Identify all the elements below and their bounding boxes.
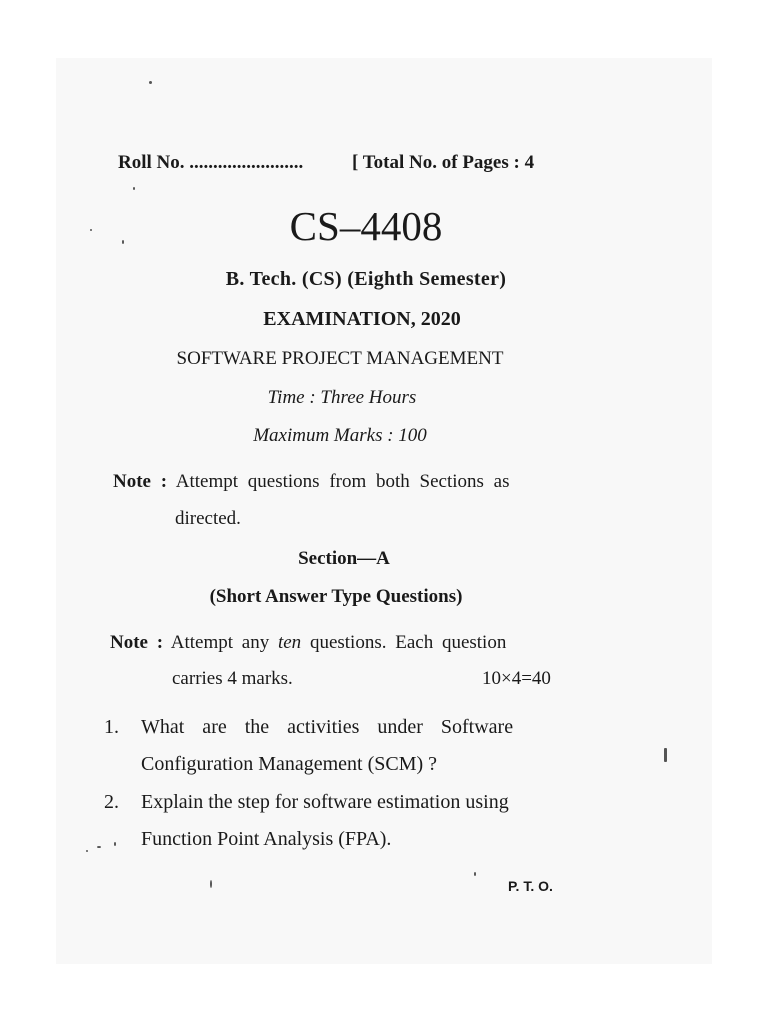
question-text-line2: Function Point Analysis (FPA).	[141, 828, 392, 850]
note-text-part1: Attempt any	[170, 632, 270, 653]
question-text-line1: Explain the step for software estimation using	[141, 791, 509, 813]
section-subtitle: (Short Answer Type Questions)	[209, 586, 463, 607]
scan-speck	[210, 880, 212, 888]
scan-speck	[664, 748, 667, 762]
note-label: Note :	[113, 471, 168, 492]
total-pages-label: [ Total No. of Pages : 4	[352, 152, 535, 173]
general-note	[113, 471, 510, 493]
note-text-line1: Attempt questions from both Sections as	[175, 471, 510, 492]
note-marks-line: carries 4 marks.	[172, 668, 293, 689]
roll-number-field: Roll No. ........................	[118, 152, 304, 173]
scan-speck	[474, 872, 476, 876]
exam-duration: Time : Three Hours	[267, 387, 417, 408]
scan-speck	[114, 842, 116, 846]
note-label: Note :	[110, 632, 164, 653]
scan-speck	[86, 850, 88, 852]
paper-code: CS–4408	[289, 203, 443, 249]
note-emphasis: ten	[277, 632, 302, 653]
question-number: 1.	[104, 716, 119, 738]
note-text-line2: directed.	[175, 508, 241, 529]
question-text-line2: Configuration Management (SCM) ?	[141, 753, 438, 775]
section-title: Section—A	[298, 548, 390, 569]
subject-title: SOFTWARE PROJECT MANAGEMENT	[176, 348, 504, 369]
exam-title: EXAMINATION, 2020	[263, 308, 461, 330]
course-title: B. Tech. (CS) (Eighth Semester)	[225, 268, 507, 290]
scan-speck	[149, 81, 152, 84]
maximum-marks: Maximum Marks : 100	[253, 425, 427, 446]
scan-speck	[97, 846, 101, 848]
please-turn-over: P. T. O.	[508, 878, 553, 894]
scan-speck	[133, 187, 135, 190]
section-note	[110, 632, 506, 654]
marks-distribution: 10×4=40	[482, 668, 551, 689]
question-text-line1: What are the activities under Software	[141, 716, 514, 738]
note-text-part2: questions. Each question	[309, 632, 507, 653]
question-number: 2.	[104, 791, 119, 813]
